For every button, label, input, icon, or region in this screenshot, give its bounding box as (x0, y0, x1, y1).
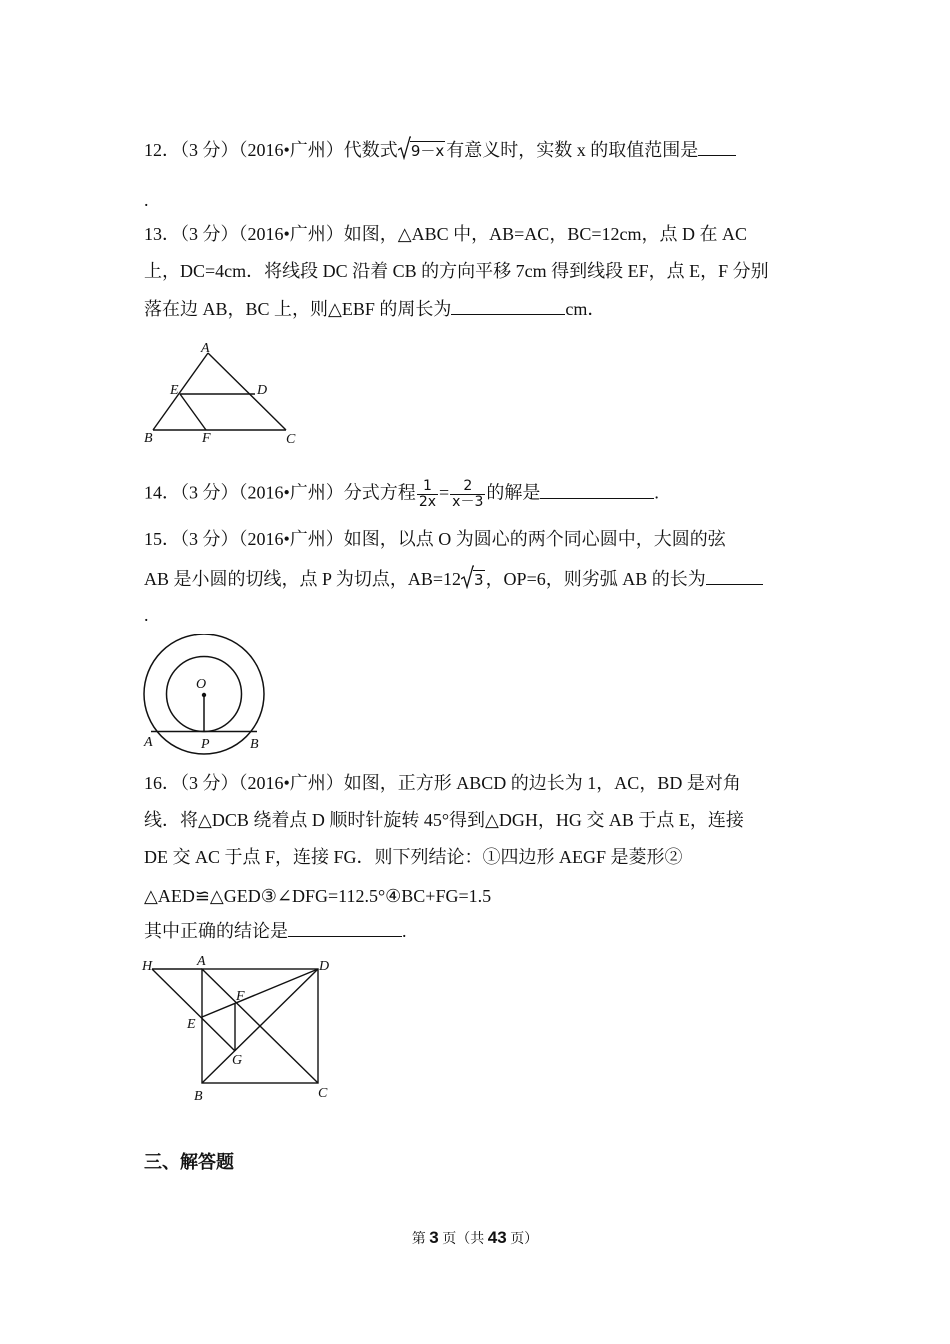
equals-sign: = (439, 482, 450, 503)
q13-line-3 (144, 296, 605, 321)
q15-line-2 (144, 566, 763, 591)
question-14 (144, 479, 659, 510)
q12-lead: 12．（3 分）（2016•广州）代数式 (144, 140, 398, 160)
label-b: B (144, 431, 153, 446)
label-a: A (197, 954, 206, 969)
q15-line-2a: AB 是小圆的切线，点 P 为切点，AB=12 (144, 569, 462, 589)
label-e: E (170, 383, 179, 398)
answer-blank (698, 137, 736, 156)
footer-suffix: 页） (506, 1232, 539, 1247)
q16-line-5 (144, 918, 407, 943)
q12-radicand: 9－x (410, 142, 445, 160)
sqrt-three (461, 567, 485, 591)
q16-line-1: 16．（3 分）（2016•广州）如图，正方形 ABCD 的边长为 1，AC，BD 是对角 (144, 773, 741, 793)
section-heading: 三、解答题 (144, 1152, 234, 1173)
radical-sign-icon (398, 136, 411, 160)
q16-line-3: DE 交 AC 于点 F，连接 FG．则下列结论：①四边形 AEGF 是菱形② (144, 847, 683, 867)
footer-middle: 页（共 (438, 1232, 488, 1247)
sqrt-expression (398, 138, 445, 162)
fraction-1-numerator: 1 (417, 479, 438, 495)
label-f: F (236, 989, 245, 1004)
q13-line-1: 13．（3 分）（2016•广州）如图，△ABC 中，AB=AC，BC=12cm，点 D 在 AC (144, 224, 747, 244)
label-h: H (142, 959, 153, 974)
fraction-1 (417, 479, 438, 510)
triangle-figure (140, 338, 310, 450)
segment-ac (208, 353, 286, 430)
fraction-2-numerator: 2 (450, 479, 485, 495)
label-b: B (250, 737, 259, 752)
label-a: A (144, 735, 153, 750)
page-number: 3 (429, 1228, 439, 1247)
q15-period: . (144, 605, 149, 625)
q16-period: . (402, 921, 407, 941)
q16-line-4: △AED≌△GED③∠DFG=112.5°④BC+FG=1.5 (144, 886, 492, 906)
radical-sign-icon (461, 565, 474, 589)
label-o: O (196, 677, 207, 692)
label-d: D (257, 383, 268, 398)
q15-radicand: 3 (474, 571, 484, 589)
label-c: C (318, 1086, 328, 1101)
label-f: F (202, 431, 211, 446)
label-d: D (319, 959, 330, 974)
footer-prefix: 第 (411, 1232, 430, 1247)
fraction-1-denominator: 2x (418, 494, 437, 510)
label-e: E (187, 1017, 196, 1032)
label-a: A (201, 341, 210, 356)
page-footer (0, 1228, 950, 1248)
label-g: G (232, 1053, 243, 1068)
segment-de (202, 969, 318, 1017)
q15-line-2b: ，OP=6，则劣弧 AB 的长为 (485, 569, 706, 589)
q13-line-3a: 落在边 AB，BC 上，则△EBF 的周长为 (144, 299, 452, 319)
q14-lead: 14．（3 分）（2016•广州）分式方程 (144, 482, 416, 503)
fraction-2-denominator: x－3 (452, 494, 484, 510)
q16-line-2: 线．将△DCB 绕着点 D 顺时针旋转 45°得到△DGH，HG 交 AB 于点 E，连接 (144, 810, 744, 830)
answer-blank (540, 480, 654, 499)
segment-ef (180, 394, 206, 430)
q14-tail: 的解是 (486, 482, 541, 503)
label-c: C (286, 432, 296, 447)
q12-tail: 有意义时，实数 x 的取值范围是 (446, 140, 699, 160)
answer-blank (451, 296, 565, 315)
q14-period: . (654, 482, 659, 503)
q15-line-1: 15．（3 分）（2016•广州）如图，以点 O 为圆心的两个同心圆中，大圆的弦 (144, 529, 726, 549)
q13-unit: cm． (565, 299, 606, 319)
label-p: P (201, 737, 210, 752)
center-point (202, 693, 206, 697)
segment-hg (152, 969, 235, 1051)
square-figure (138, 952, 338, 1107)
answer-blank (706, 566, 763, 585)
total-pages: 43 (487, 1228, 507, 1247)
label-b: B (194, 1089, 203, 1104)
q13-line-2: 上，DC=4cm．将线段 DC 沿着 CB 的方向平移 7cm 得到线段 EF，点 E，F 分别 (144, 261, 769, 281)
answer-blank (288, 918, 402, 937)
q16-line-5a: 其中正确的结论是 (144, 921, 288, 941)
question-12 (144, 137, 736, 162)
q12-period: . (144, 190, 149, 210)
segment-ab (153, 353, 208, 430)
fraction-2 (450, 479, 485, 510)
concentric-circles-figure (138, 634, 270, 756)
